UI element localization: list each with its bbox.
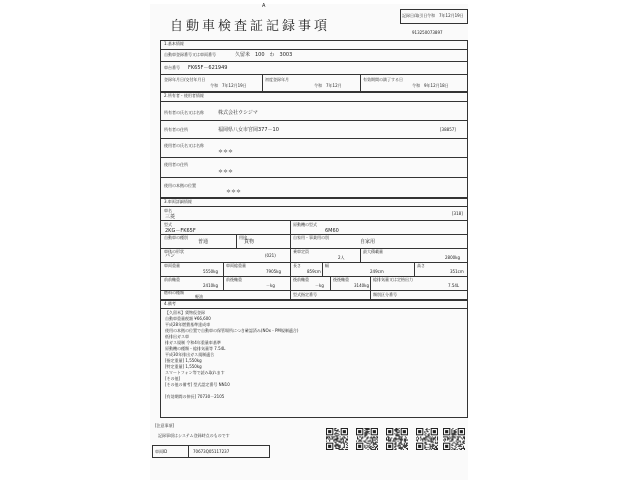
body-code: (021) [265,253,276,258]
chassis-number-label: 車台番号 [164,65,180,70]
height: 351cm [450,269,464,274]
use: 貨物 [244,239,255,245]
remark-line: [特定重量] 1,550kg [165,364,202,369]
purpose-label: 自家用・事業用の別 [293,235,329,240]
owner-code: [38857] [440,127,456,132]
reg-date: 令和 7年12月19日 [210,83,247,88]
section2-frame [160,92,468,198]
remark-line: 低排出ガス車 [165,334,189,339]
user-address: ＊＊＊ [218,169,234,175]
front-rear-axle-label: 前後軸重 [226,277,242,282]
user-name-label: 使用者の氏名又は名称 [164,143,204,148]
gross-label: 車両総重量 [226,263,246,268]
remark-line: 【久留米】貨物仮登録 [165,310,205,315]
reg-date-label: 登録年月日/交付年月日 [164,77,206,82]
remark-line: 使用の本拠の位置で自動車の保管場所につき確認済み(NOx・PM規制適合) [165,328,299,333]
fuel-label: 燃料の種類 [164,290,184,295]
displacement: 7.54L [448,283,460,288]
capacity-label: 乗車定員 [293,249,309,254]
purpose: 自家用 [360,239,376,245]
remark-line: 平成30年排出ガス規制適合 [165,352,215,357]
car-name: 三菱 [165,214,176,220]
length: 859cm [307,269,321,274]
load: 2800kg [445,255,461,260]
body-label: 車体の形状 [164,249,184,254]
issue-date: 令和 7年12月19日 [427,13,464,18]
reg-number-label: 自動車登録番号又は車両番号 [164,52,216,57]
front-axle: 2410kg [203,283,219,288]
section3-heading: 3.車両詳細情報 [164,199,192,204]
engine: 6M60 [325,228,339,234]
vehicle-id: 70673Q05117237 [193,449,230,454]
capacity: 2人 [338,255,345,260]
width-label: 幅 [325,263,329,268]
type-number-label: 型式指定番号 [293,292,317,297]
model-label: 型式 [164,222,172,227]
owner-name-label: 所有者の氏名又は名称 [164,110,204,115]
remark-line: [指定重量] 1,550kg [165,358,202,363]
use-label: 用途 [239,235,247,240]
kind-label: 自動車の種別 [164,235,188,240]
owner-name: 株式会社ウシジマ [218,110,258,116]
section2-heading: 2.所有者・使用者情報 [164,93,204,98]
first-reg-date: 令和 7年12月 [314,83,342,88]
qr-code-2 [356,428,378,450]
height-label: 高さ [417,263,425,268]
owner-address-label: 所有者の住所 [164,127,188,132]
notice-label: [注意事項] [155,423,175,428]
remark-line: 平成28年燃費基準達成車 [165,322,211,327]
notice-text: 記録事項はシステム登録時点のものです [158,433,230,438]
remark-line: 原動機の種類・総排気量等 7.54L [165,346,226,351]
class-number-label: 類別区分番号 [373,292,397,297]
base-location-label: 使用の本拠の位置 [164,183,196,188]
front-axle-label: 前前軸重 [164,277,180,282]
expiry-label: 有効期間の満了する日 [363,77,403,82]
reg-number: 久留米 100 わ 3003 [235,52,293,58]
base-location: ＊＊＊ [226,189,242,195]
kind: 普通 [198,239,209,245]
rear-axle-label: 後後軸重 [333,277,349,282]
section1-heading: 1.基本情報 [164,41,184,46]
chassis-number: FK65F－621949 [188,65,228,71]
section4-heading: 4.備考 [164,301,176,306]
remark-line: 自動車重量税額 ¥66,600 [165,316,211,321]
expiry-date: 令和 9年12月18日 [412,83,449,88]
qr-code-5 [443,428,465,450]
issue-date-label: 記録日/取引日 [402,13,428,18]
vehicle-id-label: 車両ID [155,449,168,454]
model: 2KG－FK65F [165,228,196,234]
displacement-label: 総排気量又は定格出力 [373,277,413,282]
rear-axle: 3140kg [354,283,370,288]
remark-line: スマートフォン等で読み取れます [165,370,225,375]
car-code: [318] [452,211,463,216]
qr-code-4 [416,428,438,450]
rear-front-axle: －kg [315,283,324,288]
length-label: 長さ [293,263,301,268]
front-rear-axle: －kg [266,283,275,288]
load-label: 最大積載量 [363,249,383,254]
serial-number: 913250073897 [412,30,443,35]
user-address-label: 使用者の住所 [164,162,188,167]
gross: 7905kg [266,269,282,274]
remark-line: 排ガス規制 令和4年重量車基準 [165,340,221,345]
remark-line: [有効期間の伸長] 70730－2105 [165,394,225,399]
body: バン [165,253,176,259]
width: 249cm [370,269,384,274]
fuel: 軽油 [195,294,203,299]
remark-line: [その他の備考] 型式認定番号 NN10 [165,382,230,387]
user-name: ＊＊＊ [218,149,234,155]
weight: 5550kg [203,269,219,274]
corner-mark: A [262,3,266,9]
rear-front-axle-label: 後前軸重 [293,277,309,282]
engine-label: 原動機の型式 [293,222,317,227]
first-reg-label: 初度登録年月 [265,77,289,82]
qr-code-1 [326,428,348,450]
remark-line: [その他] [165,376,181,381]
owner-address: 福岡県八女市宮岡377－10 [218,127,279,133]
car-name-label: 車名 [164,208,172,213]
qr-code-3 [386,428,408,450]
document-title: 自動車検査証記録事項 [170,19,331,34]
weight-label: 車両重量 [164,263,180,268]
